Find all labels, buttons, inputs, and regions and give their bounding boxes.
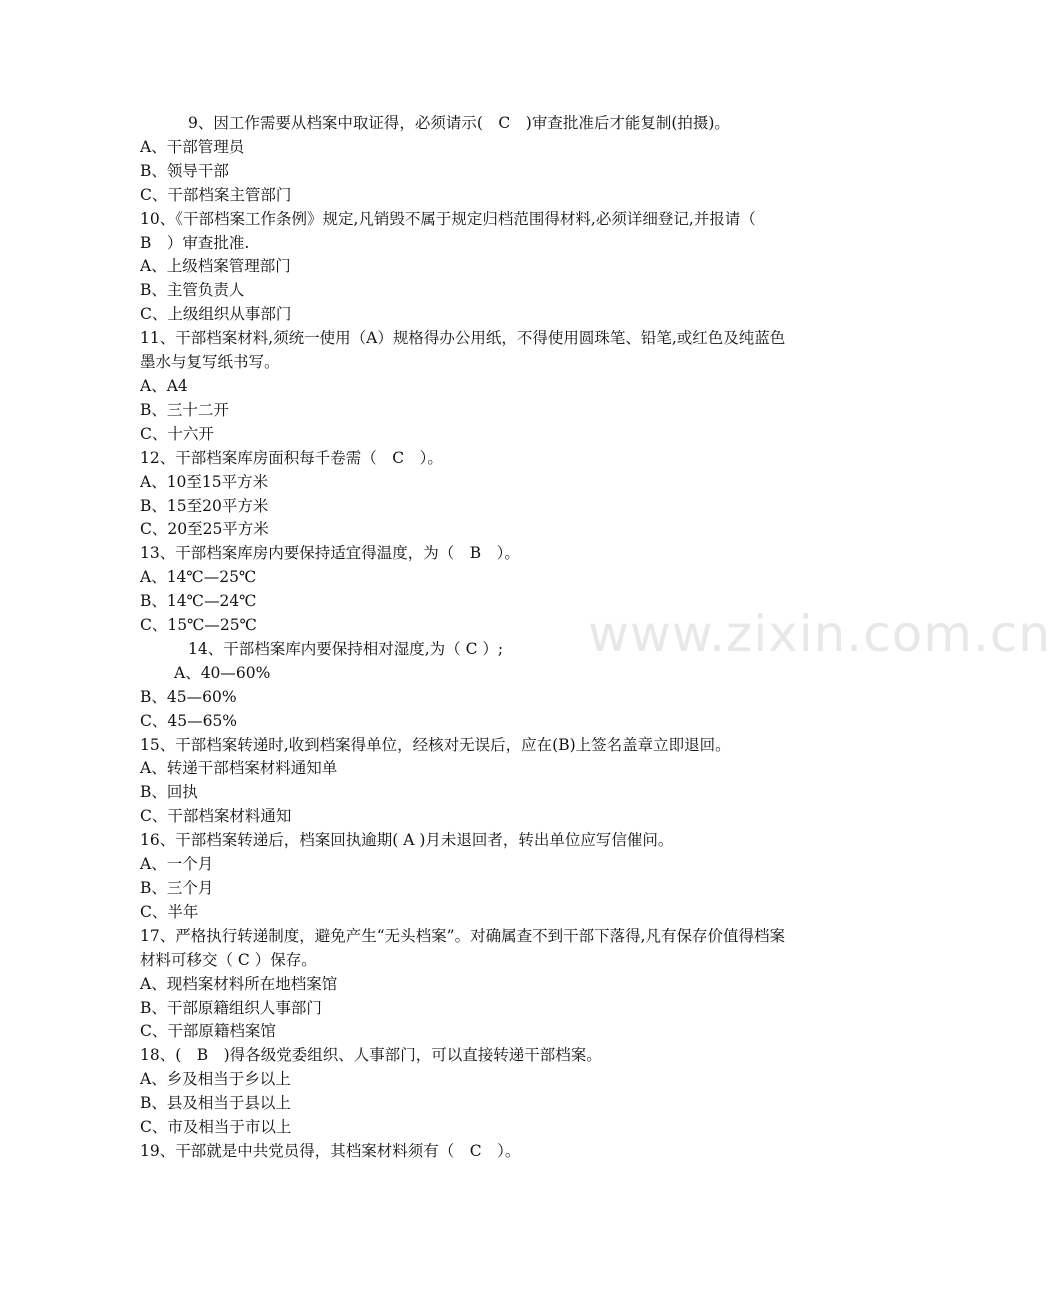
question-19: 19、干部就是中共党员得，其档案材料须有（ C ）。	[140, 1141, 521, 1160]
option-line: C、20至25平方米	[140, 520, 269, 539]
option-line: B、主管负责人	[140, 281, 245, 300]
option-line: C、市及相当于市以上	[140, 1118, 292, 1137]
option-line: A、10至15平方米	[140, 472, 269, 491]
option-line: B、回执	[140, 783, 198, 802]
question-15: 15、干部档案转递时,收到档案得单位，经核对无误后，应在(B)上签名盖章立即退回。	[140, 735, 731, 754]
option-line: C、半年	[140, 902, 199, 921]
option-line: B、三十二开	[140, 400, 229, 419]
option-line: C、15℃—25℃	[140, 616, 257, 635]
question-10: 10、《干部档案工作条例》规定,凡销毁不属于规定归档范围得材料,必须详细登记,并报请（ B ）审查批准.	[140, 209, 772, 252]
option-line: A、上级档案管理部门	[140, 257, 291, 276]
option-line: C、干部原籍档案馆	[140, 1022, 276, 1041]
option-line: A、40—60%	[174, 663, 271, 682]
watermark: www.zixin.com.cn	[588, 605, 1051, 663]
option-line: A、干部管理员	[140, 137, 245, 156]
option-line: A、现档案材料所在地档案馆	[140, 974, 338, 993]
option-line: B、15至20平方米	[140, 496, 269, 515]
option-line: A、14℃—25℃	[140, 568, 257, 587]
option-line: C、十六开	[140, 424, 214, 443]
option-line: B、三个月	[140, 879, 214, 897]
question-12: 12、干部档案库房面积每千卷需（ C ）。	[140, 448, 443, 467]
option-line: B、领导干部	[140, 161, 229, 180]
question-14: 14、干部档案库内要保持相对湿度,为（ C ）;	[188, 639, 504, 658]
question-9: 9、因工作需要从档案中取证得，必须请示( C )审查批准后才能复制(拍摄)。	[188, 114, 730, 132]
option-line: B、14℃—24℃	[140, 592, 257, 611]
option-line: C、干部档案主管部门	[140, 185, 292, 204]
option-line: C、干部档案材料通知	[140, 807, 292, 826]
option-line: B、县及相当于县以上	[140, 1094, 291, 1113]
option-line: A、转递干部档案材料通知单	[140, 759, 338, 778]
option-line: A、A4	[140, 376, 188, 395]
option-line: B、干部原籍组织人事部门	[140, 998, 322, 1017]
question-18: 18、( B )得各级党委组织、人事部门，可以直接转递干部档案。	[140, 1046, 602, 1065]
option-line: A、一个月	[140, 855, 214, 874]
option-line: C、上级组织从事部门	[140, 305, 292, 324]
option-line: C、45—65%	[140, 711, 238, 730]
question-11: 11、干部档案材料,须统一使用（A）规格得办公用纸，不得使用圆珠笔、铅笔,或红色及纯蓝色墨水与复写纸书写。	[140, 329, 786, 372]
question-16: 16、干部档案转递后，档案回执逾期( A )月未退回者，转出单位应写信催问。	[140, 831, 674, 850]
question-17: 17、严格执行转递制度，避免产生“无头档案”。对确属查不到干部下落得,凡有保存价值得档案材料可移交（ C ）保存。	[140, 926, 786, 969]
option-line: B、45—60%	[140, 687, 237, 706]
option-line: A、乡及相当于乡以上	[140, 1070, 291, 1089]
question-list	[140, 112, 788, 1164]
question-13: 13、干部档案库房内要保持适宜得温度，为（ B ）。	[140, 544, 520, 563]
